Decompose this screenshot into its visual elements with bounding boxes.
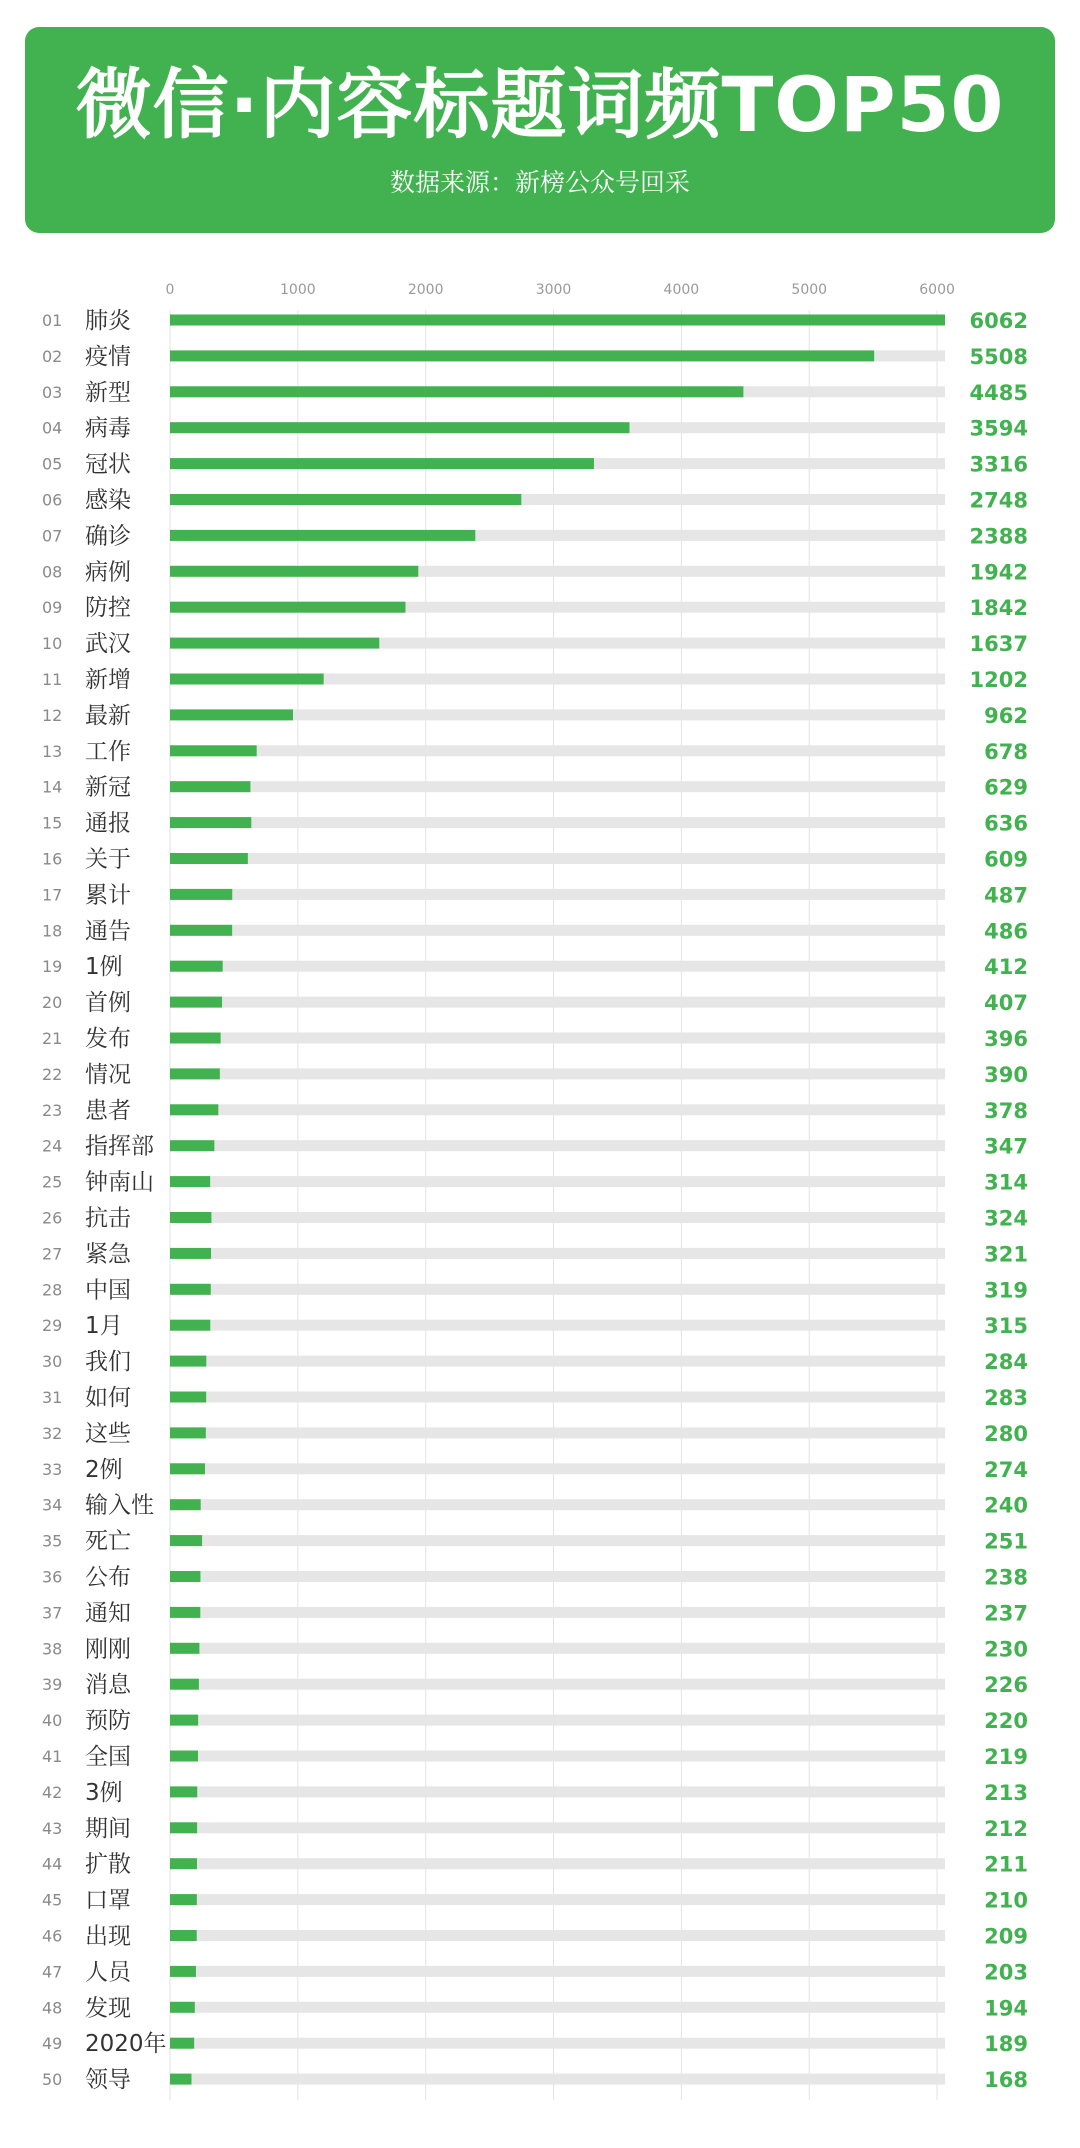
category-label: 新冠 xyxy=(85,774,131,801)
bar xyxy=(170,709,293,720)
category-label: 病例 xyxy=(85,559,131,586)
rank-label: 29 xyxy=(42,1316,63,1336)
category-label: 确诊 xyxy=(85,523,131,550)
value-label: 203 xyxy=(984,1960,1028,1985)
bar xyxy=(170,638,379,649)
bar xyxy=(170,2074,191,2085)
rank-label: 41 xyxy=(42,1747,63,1766)
category-label: 通告 xyxy=(85,918,131,945)
category-label: 钟南山 xyxy=(85,1169,154,1196)
bar-track xyxy=(170,1679,945,1690)
bar xyxy=(170,1715,198,1726)
category-label: 武汉 xyxy=(85,631,131,658)
rank-label: 05 xyxy=(42,454,63,474)
rank-label: 34 xyxy=(42,1495,63,1515)
bar-track xyxy=(170,1212,945,1223)
bar xyxy=(170,925,232,936)
category-label: 口罩 xyxy=(85,1887,131,1914)
category-label: 刚刚 xyxy=(85,1636,131,1663)
bar-track xyxy=(170,745,945,756)
category-label: 1月 xyxy=(85,1313,123,1340)
category-label: 输入性 xyxy=(85,1492,154,1519)
category-label: 如何 xyxy=(85,1385,131,1411)
bar xyxy=(170,2002,195,2013)
rank-label: 02 xyxy=(42,346,63,366)
bar xyxy=(170,853,248,864)
category-label: 2例 xyxy=(85,1456,123,1483)
value-label: 168 xyxy=(984,2068,1028,2093)
value-label: 321 xyxy=(984,1242,1028,1267)
bar-track xyxy=(170,1463,945,1474)
value-label: 1842 xyxy=(969,596,1028,621)
bar xyxy=(170,674,324,685)
category-label: 扩散 xyxy=(85,1851,131,1878)
bar xyxy=(170,1535,202,1546)
bar xyxy=(170,1068,220,1079)
category-label: 抗击 xyxy=(85,1205,131,1232)
value-label: 6062 xyxy=(969,309,1028,333)
rank-label: 21 xyxy=(42,1029,63,1048)
bar xyxy=(170,350,874,361)
bar-track xyxy=(170,1786,945,1797)
category-label: 首例 xyxy=(85,990,131,1017)
category-label: 中国 xyxy=(85,1277,131,1304)
rank-label: 39 xyxy=(42,1675,63,1695)
x-tick-label: 4000 xyxy=(663,282,700,298)
header-banner xyxy=(25,27,1055,233)
bar xyxy=(170,602,405,613)
bar-track xyxy=(170,1068,945,1079)
rank-label: 31 xyxy=(42,1388,63,1407)
value-label: 315 xyxy=(984,1314,1028,1339)
rank-label: 28 xyxy=(42,1280,63,1300)
bar-track xyxy=(170,1392,945,1403)
bar-track xyxy=(170,1427,945,1438)
value-label: 407 xyxy=(984,991,1028,1016)
category-label: 公布 xyxy=(85,1564,131,1591)
value-label: 226 xyxy=(984,1673,1028,1698)
value-label: 390 xyxy=(984,1062,1028,1087)
value-label: 486 xyxy=(984,919,1028,944)
bar xyxy=(170,1104,218,1115)
bar-track xyxy=(170,1858,945,1869)
category-label: 新增 xyxy=(85,667,131,693)
bar xyxy=(170,1140,214,1151)
bar-track xyxy=(170,961,945,972)
bar-track xyxy=(170,1284,945,1295)
value-label: 2388 xyxy=(969,524,1028,549)
category-label: 我们 xyxy=(85,1349,131,1376)
bar xyxy=(170,1176,210,1187)
value-label: 284 xyxy=(984,1350,1028,1375)
category-label: 通报 xyxy=(85,810,131,837)
x-tick-label: 3000 xyxy=(535,282,572,298)
bar xyxy=(170,315,945,326)
rank-label: 40 xyxy=(42,1711,63,1731)
value-label: 209 xyxy=(984,1924,1028,1949)
bar xyxy=(170,745,257,756)
bar-track xyxy=(170,1643,945,1654)
rank-label: 49 xyxy=(42,2034,63,2054)
value-label: 3316 xyxy=(969,452,1028,477)
bar xyxy=(170,889,232,900)
value-label: 962 xyxy=(984,703,1028,728)
bar-track xyxy=(170,1930,945,1941)
value-label: 230 xyxy=(984,1637,1028,1662)
rank-label: 35 xyxy=(42,1531,63,1551)
value-label: 4485 xyxy=(969,380,1028,405)
bar xyxy=(170,1499,201,1510)
value-label: 280 xyxy=(984,1421,1028,1446)
bar xyxy=(170,1033,221,1044)
category-label: 领导 xyxy=(85,2067,131,2094)
rank-label: 17 xyxy=(42,885,63,905)
value-label: 629 xyxy=(984,775,1028,800)
value-label: 211 xyxy=(984,1852,1028,1877)
page-title: 微信·内容标题词频TOP50 xyxy=(75,60,1005,149)
rank-label: 16 xyxy=(42,849,63,869)
page-subtitle: 数据来源：新榜公众号回采 xyxy=(389,168,690,197)
rank-label: 14 xyxy=(42,777,63,797)
category-label: 期间 xyxy=(85,1815,131,1842)
bar xyxy=(170,1894,197,1905)
bar-track xyxy=(170,1571,945,1582)
category-label: 3例 xyxy=(85,1779,123,1806)
bar xyxy=(170,817,251,828)
value-label: 3594 xyxy=(969,416,1028,441)
bar-track xyxy=(170,1715,945,1726)
bar-track xyxy=(170,1356,945,1367)
bar xyxy=(170,1607,200,1618)
category-label: 患者 xyxy=(85,1097,131,1124)
x-tick-label: 2000 xyxy=(407,282,444,298)
bar xyxy=(170,494,521,505)
category-label: 紧急 xyxy=(85,1241,131,1268)
category-label: 情况 xyxy=(85,1061,131,1088)
bar-track xyxy=(170,817,945,828)
category-label: 2020年 xyxy=(85,2031,167,2058)
category-label: 疫情 xyxy=(85,343,131,370)
category-label: 累计 xyxy=(85,882,131,909)
rank-label: 30 xyxy=(42,1352,63,1372)
bar-track xyxy=(170,1607,945,1618)
bar xyxy=(170,1284,211,1295)
bar xyxy=(170,2038,194,2049)
bar-track xyxy=(170,1894,945,1905)
value-label: 314 xyxy=(984,1170,1028,1195)
bar xyxy=(170,1427,206,1438)
bar xyxy=(170,1320,210,1331)
value-label: 1202 xyxy=(969,668,1028,692)
bar xyxy=(170,422,629,433)
bar-track xyxy=(170,1033,945,1044)
rank-label: 47 xyxy=(42,1962,63,1982)
category-label: 肺炎 xyxy=(85,308,131,334)
category-label: 新型 xyxy=(85,379,131,406)
rank-label: 22 xyxy=(42,1064,63,1084)
value-label: 237 xyxy=(984,1601,1028,1626)
value-label: 636 xyxy=(984,811,1028,836)
bar-track xyxy=(170,1535,945,1546)
category-label: 全国 xyxy=(85,1744,131,1770)
bar-track xyxy=(170,1966,945,1977)
bar xyxy=(170,997,222,1008)
value-label: 487 xyxy=(984,883,1028,908)
bar-track xyxy=(170,2038,945,2049)
rank-label: 13 xyxy=(42,741,63,761)
bar-track xyxy=(170,2074,945,2085)
bar-track xyxy=(170,2002,945,2013)
value-label: 283 xyxy=(984,1386,1028,1410)
rank-label: 32 xyxy=(42,1423,63,1443)
rank-label: 11 xyxy=(42,670,63,689)
value-label: 5508 xyxy=(969,344,1028,369)
rank-label: 04 xyxy=(42,418,63,438)
value-label: 189 xyxy=(984,2032,1028,2057)
rank-label: 08 xyxy=(42,562,63,582)
category-label: 病毒 xyxy=(85,415,131,442)
rank-label: 15 xyxy=(42,813,63,833)
bar xyxy=(170,1643,199,1654)
value-label: 1637 xyxy=(969,632,1028,657)
bar-track xyxy=(170,853,945,864)
value-label: 210 xyxy=(984,1888,1028,1913)
rank-label: 18 xyxy=(42,921,63,941)
bar xyxy=(170,566,418,577)
bar xyxy=(170,1392,206,1403)
category-label: 人员 xyxy=(85,1959,131,1986)
rank-label: 20 xyxy=(42,993,63,1013)
category-label: 工作 xyxy=(85,738,131,765)
category-label: 最新 xyxy=(85,702,131,729)
value-label: 274 xyxy=(984,1457,1028,1482)
bar-track xyxy=(170,1751,945,1762)
category-label: 消息 xyxy=(85,1672,131,1699)
bar-track xyxy=(170,1140,945,1151)
rank-label: 26 xyxy=(42,1208,63,1228)
value-label: 220 xyxy=(984,1709,1028,1734)
bar xyxy=(170,1858,197,1869)
category-label: 出现 xyxy=(85,1923,131,1950)
value-label: 678 xyxy=(984,739,1028,764)
value-label: 240 xyxy=(984,1493,1028,1518)
bar xyxy=(170,458,594,469)
bar xyxy=(170,1751,198,1762)
rank-label: 27 xyxy=(42,1244,63,1264)
rank-label: 19 xyxy=(42,957,63,977)
bar xyxy=(170,961,223,972)
category-label: 1例 xyxy=(85,954,123,981)
x-tick-label: 1000 xyxy=(280,282,316,298)
bar-track xyxy=(170,925,945,936)
rank-label: 42 xyxy=(42,1782,63,1802)
rank-label: 44 xyxy=(42,1854,63,1874)
category-label: 通知 xyxy=(85,1600,131,1627)
rank-label: 50 xyxy=(42,2070,63,2090)
rank-label: 24 xyxy=(42,1136,63,1156)
bar-track xyxy=(170,889,945,900)
value-label: 609 xyxy=(984,847,1028,872)
value-label: 324 xyxy=(984,1206,1028,1231)
category-label: 预防 xyxy=(85,1708,131,1735)
bar xyxy=(170,530,475,541)
rank-label: 03 xyxy=(42,382,63,402)
category-label: 发布 xyxy=(85,1026,131,1052)
rank-label: 25 xyxy=(42,1172,63,1192)
bar-track xyxy=(170,997,945,1008)
value-label: 219 xyxy=(984,1745,1028,1769)
value-label: 194 xyxy=(984,1996,1028,2021)
value-label: 238 xyxy=(984,1565,1028,1590)
x-tick-label: 0 xyxy=(165,282,175,298)
x-tick-label: 6000 xyxy=(919,282,955,298)
rank-label: 10 xyxy=(42,634,63,654)
rank-label: 48 xyxy=(42,1998,63,2018)
bar-track xyxy=(170,1499,945,1510)
rank-label: 36 xyxy=(42,1567,63,1587)
rank-label: 01 xyxy=(42,311,63,330)
category-label: 发现 xyxy=(85,1995,131,2022)
value-label: 378 xyxy=(984,1098,1028,1123)
bar xyxy=(170,1212,211,1223)
value-label: 251 xyxy=(984,1529,1028,1554)
category-label: 这些 xyxy=(85,1420,131,1447)
value-label: 213 xyxy=(984,1780,1028,1805)
bar-track xyxy=(170,1176,945,1187)
bar-track xyxy=(170,1104,945,1115)
bar-track xyxy=(170,1248,945,1259)
bar-track xyxy=(170,781,945,792)
bar xyxy=(170,1679,199,1690)
x-tick-label: 5000 xyxy=(791,282,828,298)
bar-chart xyxy=(0,270,1080,2130)
bar xyxy=(170,1571,200,1582)
bar-track xyxy=(170,1822,945,1833)
bar xyxy=(170,1822,197,1833)
bar xyxy=(170,781,250,792)
category-label: 死亡 xyxy=(85,1528,131,1555)
value-label: 2748 xyxy=(969,488,1028,513)
rank-label: 06 xyxy=(42,490,63,510)
rank-label: 33 xyxy=(42,1459,63,1479)
bar xyxy=(170,1248,211,1259)
bar xyxy=(170,1786,197,1797)
bar xyxy=(170,1463,205,1474)
value-label: 319 xyxy=(984,1278,1028,1303)
rank-label: 12 xyxy=(42,705,63,725)
category-label: 指挥部 xyxy=(85,1133,154,1160)
bar xyxy=(170,1966,196,1977)
bar xyxy=(170,1930,197,1941)
value-label: 1942 xyxy=(969,560,1028,585)
value-label: 396 xyxy=(984,1027,1028,1051)
category-label: 防控 xyxy=(85,595,131,622)
rank-label: 09 xyxy=(42,598,63,618)
rank-label: 23 xyxy=(42,1100,63,1120)
rank-label: 45 xyxy=(42,1890,63,1910)
rank-label: 37 xyxy=(42,1603,63,1623)
value-label: 347 xyxy=(984,1134,1028,1159)
bar xyxy=(170,386,743,397)
bar-track xyxy=(170,1320,945,1331)
rank-label: 43 xyxy=(42,1818,63,1838)
category-label: 感染 xyxy=(85,487,131,514)
value-label: 212 xyxy=(984,1816,1028,1841)
rank-label: 38 xyxy=(42,1639,63,1659)
category-label: 冠状 xyxy=(85,451,131,478)
rank-label: 07 xyxy=(42,526,63,546)
value-label: 412 xyxy=(984,955,1028,980)
bar xyxy=(170,1356,206,1367)
rank-label: 46 xyxy=(42,1926,63,1946)
category-label: 关于 xyxy=(85,846,131,873)
